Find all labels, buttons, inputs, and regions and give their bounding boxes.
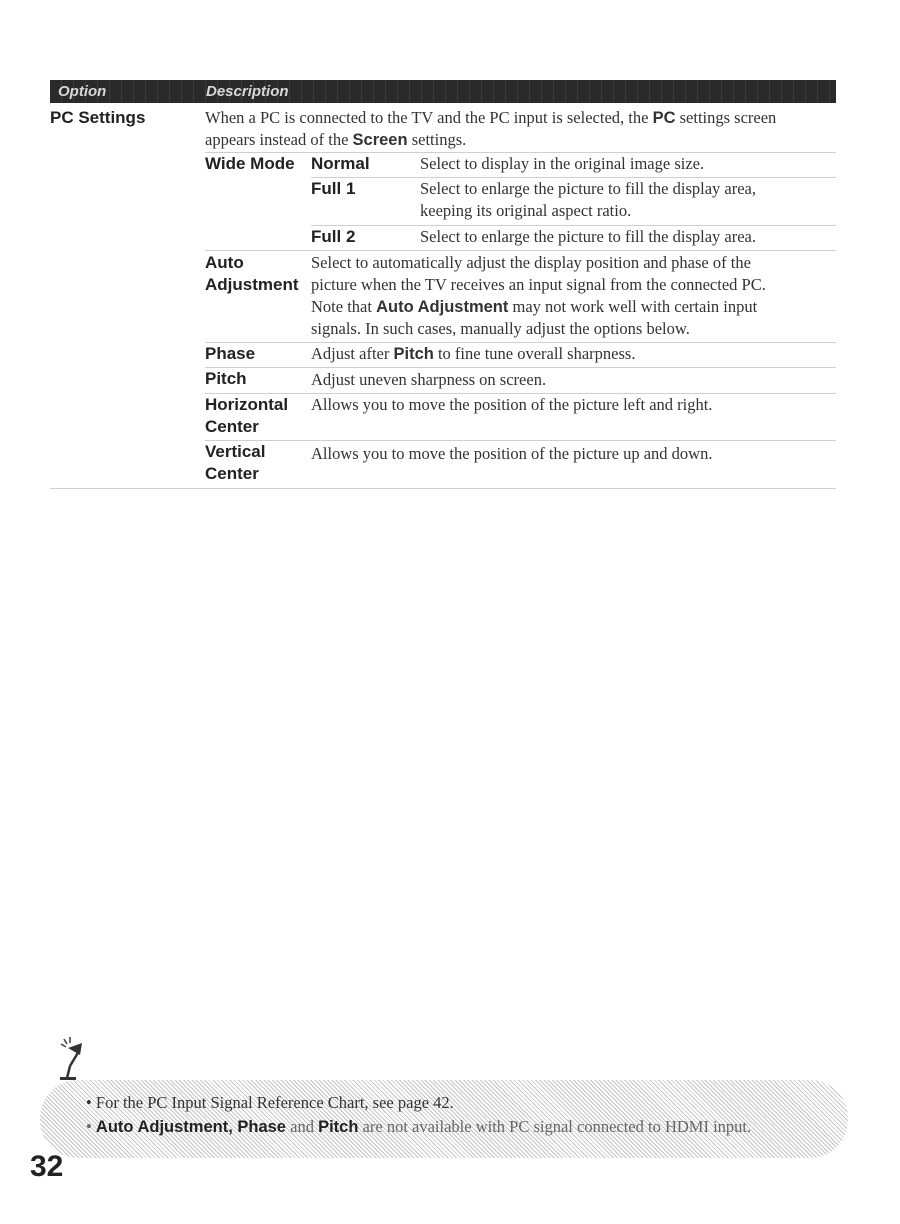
- phase-label: Phase: [205, 344, 256, 363]
- wide-mode-full1-label: Full 1: [311, 179, 356, 198]
- wide-mode-label: Wide Mode: [205, 154, 295, 173]
- note-bold: Phase: [237, 1118, 286, 1136]
- auto-adjustment-desc-line1: Select to automatically adjust the display position and phase of the: [311, 253, 751, 272]
- wide-mode-full2-desc: Select to enlarge the picture to fill the display area.: [420, 227, 756, 246]
- note-line-1: • For the PC Input Signal Reference Chart, see page 42.: [86, 1093, 454, 1112]
- desc-bold: Pitch: [393, 345, 434, 363]
- note-bullet: •: [86, 1117, 96, 1136]
- intro-bold-pc: PC: [652, 109, 676, 127]
- wide-mode-normal-label: Normal: [311, 154, 370, 173]
- note-bold: Pitch: [318, 1118, 359, 1136]
- desc-text: Adjust after: [311, 344, 394, 363]
- note-line-2: [86, 1117, 751, 1137]
- wide-mode-full1-desc-line2: keeping its original aspect ratio.: [420, 201, 632, 220]
- divider: [205, 367, 836, 368]
- auto-adjustment-desc-line2: picture when the TV receives an input signal from the connected PC.: [311, 275, 766, 294]
- auto-adjustment-label-line1: Auto: [205, 253, 244, 272]
- phase-desc: [311, 343, 635, 365]
- horizontal-center-label-line2: Center: [205, 417, 259, 436]
- horizontal-center-desc: Allows you to move the position of the picture left and right.: [311, 395, 713, 414]
- table-header: [50, 80, 836, 103]
- pitch-label: Pitch: [205, 369, 247, 388]
- vertical-center-label-line2: Center: [205, 464, 259, 483]
- wide-mode-full1-desc-line1: Select to enlarge the picture to fill the display area,: [420, 179, 756, 198]
- note-separator: ,: [228, 1118, 238, 1136]
- vertical-center-label-line1: Vertical: [205, 442, 266, 461]
- desc-text: Note that: [311, 297, 377, 316]
- pc-settings-label: PC Settings: [50, 108, 146, 127]
- desc-text: to fine tune overall sharpness.: [433, 344, 636, 363]
- divider: [205, 250, 836, 251]
- wide-mode-full2-label: Full 2: [311, 227, 356, 246]
- note-text: are not available with PC signal connected to HDMI input.: [358, 1117, 752, 1136]
- note-text: and: [286, 1117, 319, 1136]
- auto-adjustment-desc-line4: signals. In such cases, manually adjust the options below.: [311, 319, 690, 338]
- table-bottom-rule: [50, 488, 836, 489]
- page-number: 32: [30, 1150, 64, 1183]
- intro-text: settings.: [407, 130, 467, 149]
- lamp-tip-icon: [58, 1036, 98, 1080]
- notes-box: [40, 1080, 848, 1158]
- header-description: Description: [206, 83, 289, 100]
- auto-adjustment-desc-line3: [311, 296, 757, 318]
- horizontal-center-label-line1: Horizontal: [205, 395, 289, 414]
- divider: [205, 440, 836, 441]
- intro-text: When a PC is connected to the TV and the PC input is selected, the: [205, 108, 653, 127]
- auto-adjustment-label-line2: Adjustment: [205, 275, 299, 294]
- wide-mode-normal-desc: Select to display in the original image size.: [420, 154, 705, 173]
- pc-settings-intro-line2: [205, 129, 466, 151]
- pitch-desc: Adjust uneven sharpness on screen.: [311, 370, 547, 389]
- desc-text: may not work well with certain input: [508, 297, 758, 316]
- intro-text: appears instead of the: [205, 130, 353, 149]
- note-bold: Auto Adjustment: [95, 1118, 229, 1136]
- desc-bold: Auto Adjustment: [376, 298, 509, 316]
- intro-text: settings screen: [675, 108, 777, 127]
- pc-settings-intro-line1: [205, 107, 776, 129]
- intro-bold-screen: Screen: [352, 131, 408, 149]
- header-option: Option: [58, 83, 107, 100]
- vertical-center-desc: Allows you to move the position of the picture up and down.: [311, 444, 713, 463]
